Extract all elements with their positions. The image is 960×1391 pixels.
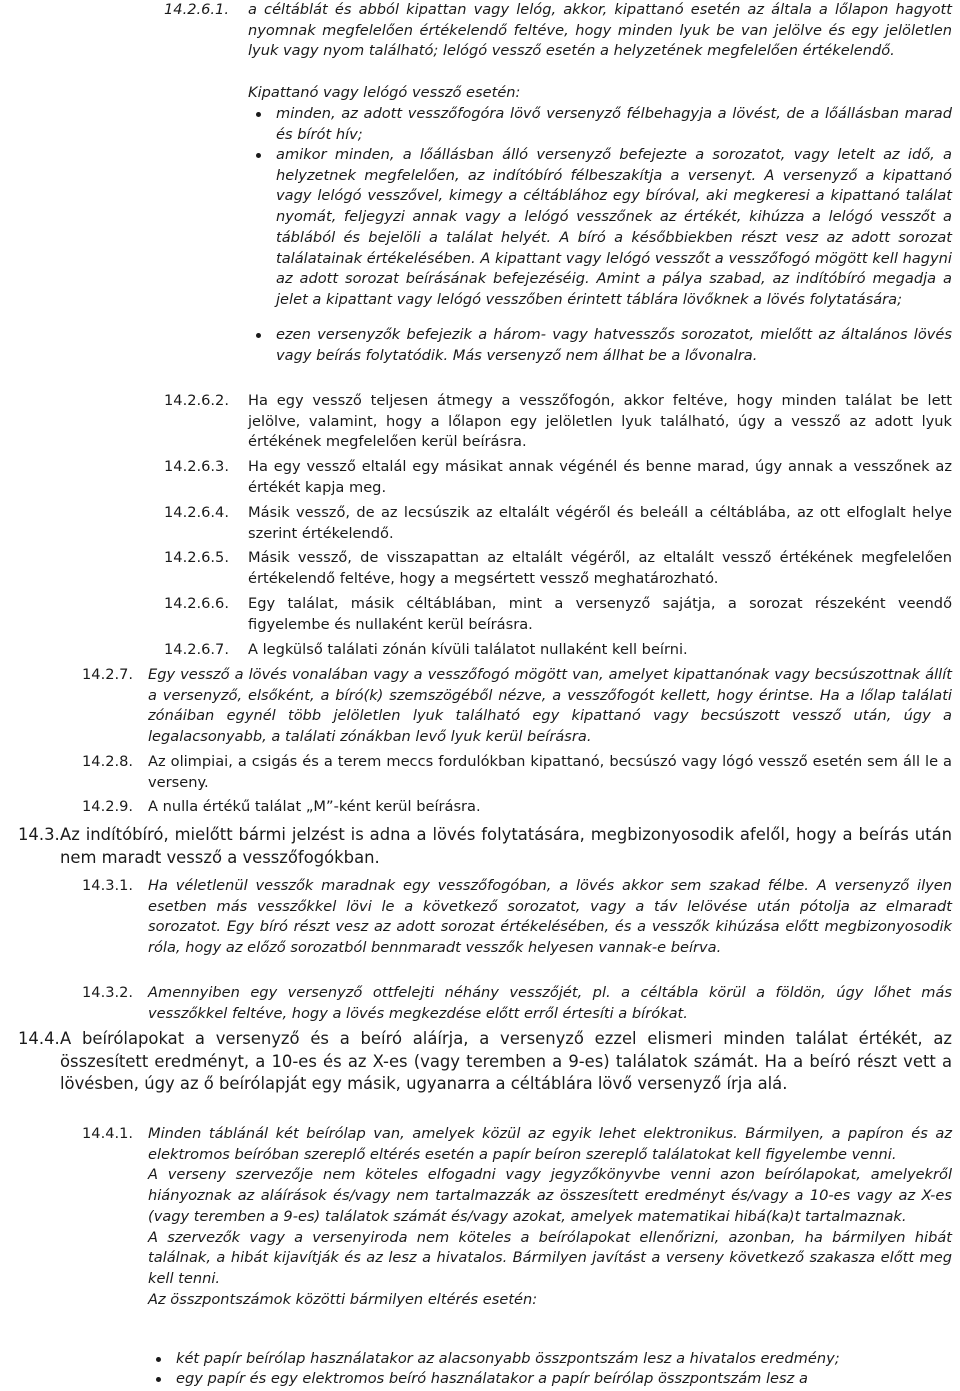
section-text: Az indítóbíró, mielőtt bármi jelzést is adna a lövés folytatására, megbizonyosodik afelől, hogy a beírás után nem maradt vessző a vesszőfogókban. [60,825,952,867]
section-text: Egy vessző a lövés vonalában vagy a vesszőfogó mögött van, amelyet kipattanónak vagy becsúszottnak állít a versenyző, elsőként, a bíró(k) szemszögéből nézve, a vesszőfogót kellett, hogy érintse. Ha a lőlap találati zónáiban egynél több jelöletlen lyuk található egy kipattanó vagy becsúszott vessző után, úgy a legalacsonyabb, a találati zónákban levő lyuk kerül beírásra. [148,666,952,746]
section-text: Az olimpiai, a csigás és a terem meccs fordulókban kipattanó, becsúszó vagy lógó vessző esetén sem áll le a verseny. [148,753,952,791]
section-text [148,1124,952,1310]
section-text: A beírólapokat a versenyző és a beíró aláírja, a versenyző ezzel elismeri minden találat értékét, az összesített eredményt, a 10-es és az X-es (vagy teremben a 9-es) találatok számát. Ha a beíró részt vett a lövésben, úgy az ő beírólapját egy másik, ugyanarra a céltáblára lövő versenyző írja alá. [60,1029,952,1094]
list-item [148,1369,952,1390]
list-item [148,1349,952,1370]
list-item-text: amikor minden, a lőállásban álló versenyző befejezte a sorozatot, vagy letelt az idő, a helyzetnek megfelelően, az indítóbíró félbeszakítja a versenyt. A versenyző a kipattanó vagy lelógó vesszővel, kimegy a céltáblához egy bíróval, aki megkeresi a kipattanó találat nyomát, feljegyzi annak vagy a lelógó vesszőnek az értékét, kihúzza a lelógó vesszőt a táblából és bejelöli a találat helyét. A bíró a későbbiekben részt vesz az adott sorozat találatainak értékelésében. A kipattant vagy lelógó vesszőt a vesszőfogó mögött kell hagyni az adott sorozat beírásának befejezéséig. Amint a pálya szabad, az indítóbíró megadja a jelet a kipattant vagy lelógó vesszőben érintett táblára lövőknek a lövés folytatására; [276,146,952,308]
section-number: 14.3.2. [82,984,134,1001]
section-number: 14.4.1. [82,1125,134,1142]
section-text: Másik vessző, de az lecsúszik az eltalált végéről és beleáll a céltáblába, az ott elfoglalt helye szerint értékelendő. [248,504,952,542]
section-number: 14.2.6.5. [164,549,229,566]
paragraph: Az összpontszámok közötti bármilyen eltérés esetén: [148,1290,538,1308]
paragraph: A verseny szervezője nem köteles elfogadni vagy jegyzőkönyvbe venni azon beírólapokat, amelyekről hiányoznak az aláírások és/vagy nem tartalmazzák az összesített eredményt és/vagy a 10-es vagy az X-es (vagy teremben a 9-es) találatok számát és/vagy azokat, amelyek matematikai hibá(ka)t tartalmaznak. [148,1166,952,1225]
list-item [248,104,952,145]
list-item-text: ezen versenyzők befejezik a három- vagy hatvesszős sorozatot, mielőtt az általános lövés vagy beírás folytatódik. Más versenyző nem állhat be a lővonalra. [276,326,952,364]
section-text: Ha véletlenül vesszők maradnak egy vesszőfogóban, a lövés akkor sem szakad félbe. A versenyző ilyen esetben más vesszőkkel lövi le a következő sorozatot, vagy a táv lelövése után pótolja az elmaradt sorozatot. Egy bíró részt vesz az adott sorozat értékelésében, és a vesszők kihúzása előtt megbizonyosodik róla, hogy az előző sorozatból bennmaradt vesszők helyesen vannak-e beírva. [148,877,952,957]
bullet-icon [256,333,261,338]
list-item-text: két papír beírólap használatakor az alacsonyabb összpontszám lesz a hivatalos eredmény; [176,1350,840,1367]
list-item [248,325,952,366]
paragraph: A szervezők vagy a versenyiroda nem köteles a beírólapokat ellenőrizni, azonban, ha bármilyen hibát találnak, a hibát kijavítják és az lesz a hivatalos. Bármilyen javítást a verseny következő szakasza előtt meg kell tenni. [148,1228,952,1287]
list-item-text: minden, az adott vesszőfogóra lövő versenyző félbehagyja a lövést, de a lőállásban marad és bírót hív; [276,105,952,143]
section-text: Ha egy vessző eltalál egy másikat annak végénél és benne marad, úgy annak a vesszőnek az értékét kapja meg. [248,458,952,496]
section-number: 14.3. [18,825,60,844]
section-number: 14.2.6.2. [164,392,229,409]
section-text: Ha egy vessző teljesen átmegy a vesszőfogón, akkor feltéve, hogy minden találat be lett jelölve, valamint, hogy a lőlapon egy jelöletlen lyuk található, úgy a vessző az adott lyuk értékének megfelelően kerül beírásra. [248,392,952,451]
section-text: a céltáblát és abból kipattan vagy lelóg, akkor, kipattanó esetén az általa a lőlapon hagyott nyomnak megfelelően értékelendő feltéve, hogy minden lyuk be van jelölve és egy jelöletlen lyuk vagy nyom található; lelógó vessző esetén a helyzetének megfelelően értékelendő. [248,1,952,60]
bullet-icon [256,153,261,158]
section-number: 14.2.6.3. [164,458,229,475]
section-number: 14.2.6.1. [164,1,229,18]
section-text: Egy találat, másik céltáblában, mint a versenyző sajátja, a sorozat részeként veendő figyelembe és nullaként kerül beírásra. [248,595,952,633]
section-number: 14.2.9. [82,798,134,815]
section-text: Másik vessző, de visszapattan az eltalált végéről, az eltalált vessző értékének megfelelően értékelendő feltéve, hogy a megsértett vessző meghatározható. [248,549,952,587]
section-number: 14.2.6.7. [164,641,229,658]
paragraph: Minden táblánál két beírólap van, amelyek közül az egyik lehet elektronikus. Bármilyen, a papíron és az elektromos beíróban szereplő eltérés esetén a papír beíron szereplő találatokat kell figyelembe venni. [148,1125,952,1163]
section-text: A legkülső találati zónán kívüli találatot nullaként kell beírni. [248,641,688,658]
section-number: 14.2.7. [82,666,134,683]
list-item-text: egy papír és egy elektromos beíró használatakor a papír beírólap összpontszám lesz a [176,1370,808,1387]
section-text: Amennyiben egy versenyző ottfelejti néhány vesszőjét, pl. a céltábla körül a földön, úgy lőhet más vesszőkkel feltéve, hogy a lövés megkezdése előtt erről értesíti a bírókat. [148,984,952,1022]
list-item [248,145,952,311]
section-text: A nulla értékű találat „M”-ként kerül beírásra. [148,798,481,815]
section-intro: Kipattanó vagy lelógó vessző esetén: [248,84,521,101]
section-number: 14.3.1. [82,877,134,894]
bullet-icon [156,1357,161,1362]
bullet-icon [156,1377,161,1382]
section-number: 14.2.6.4. [164,504,229,521]
section-number: 14.2.8. [82,753,134,770]
section-number: 14.2.6.6. [164,595,229,612]
bullet-icon [256,112,261,117]
section-number: 14.4. [18,1029,60,1048]
